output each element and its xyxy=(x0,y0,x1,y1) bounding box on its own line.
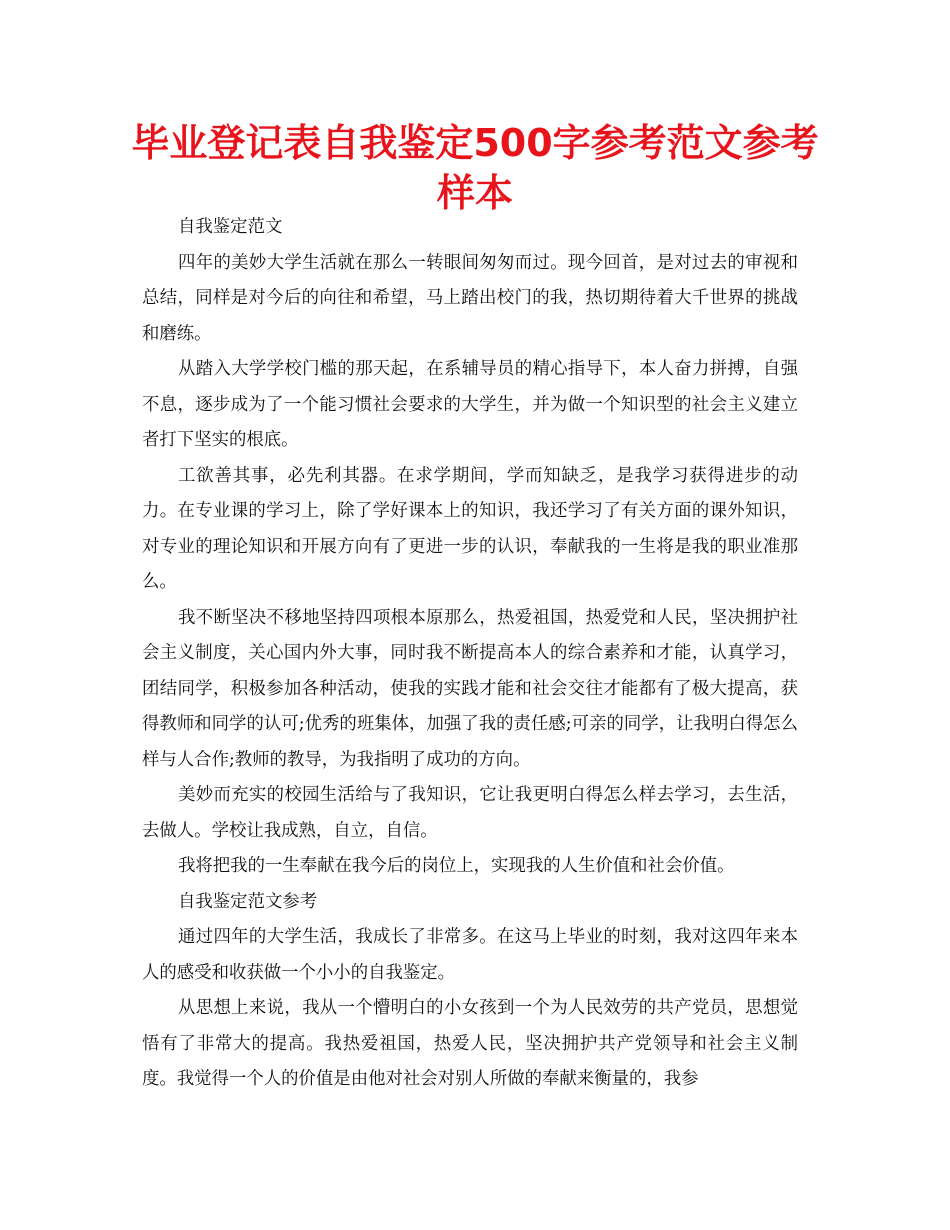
body-paragraph: 从思想上来说，我从一个懵明白的小女孩到一个为人民效劳的共产党员，思想觉悟有了非常大的提高。我热爱祖国，热爱人民，坚决拥护共产党领导和社会主义制度。我觉得一个人的价值是由他对社会对别人所做的奉献来衡量的，我参 xyxy=(142,998,798,1089)
document-title: 毕业登记表自我鉴定500字参考范文参考样本 xyxy=(131,121,819,215)
section-heading: 自我鉴定范文参考 xyxy=(178,891,318,912)
body-paragraph: 美妙而充实的校园生活给与了我知识，它让我更明白得怎么样去学习，去生活，去做人。学校让我成熟，自立，自信。 xyxy=(142,785,798,841)
document-body xyxy=(142,210,798,1098)
body-paragraph: 我将把我的一生奉献在我今后的岗位上，实现我的人生价值和社会价值。 xyxy=(178,856,735,876)
body-paragraph: 通过四年的大学生活，我成长了非常多。在这马上毕业的时刻，我对这四年来本人的感受和收获做一个小小的自我鉴定。 xyxy=(142,927,798,983)
body-paragraph: 从踏入大学学校门槛的那天起，在系辅导员的精心指导下，本人奋力拼搏，自强不息，逐步成为了一个能习惯社会要求的大学生，并为做一个知识型的社会主义建立者打下坚实的根底。 xyxy=(142,359,798,450)
section-heading: 自我鉴定范文 xyxy=(178,217,283,237)
body-paragraph: 我不断坚决不移地坚持四项根本原那么，热爱祖国，热爱党和人民，坚决拥护社会主义制度，关心国内外大事，同时我不断提高本人的综合素养和才能，认真学习，团结同学，积极参加各种活动，使我的实践才能和社会交往才能都有了极大提高，获得教师和同学的认可;优秀的班集体，加强了我的责任感;可亲的同学，让我明白得怎么样与人合作;教师的教导，为我指明了成功的方向。 xyxy=(142,607,798,770)
body-paragraph: 四年的美妙大学生活就在那么一转眼间匆匆而过。现今回首，是对过去的审视和总结，同样是对今后的向往和希望，马上踏出校门的我，热切期待着大千世界的挑战和磨练。 xyxy=(142,252,798,344)
body-paragraph: 工欲善其事，必先利其器。在求学期间，学而知缺乏，是我学习获得进步的动力。在专业课的学习上，除了学好课本上的知识，我还学习了有关方面的课外知识，对专业的理论知识和开展方向有了更进一步的认识，奉献我的一生将是我的职业准那么。 xyxy=(142,465,798,592)
